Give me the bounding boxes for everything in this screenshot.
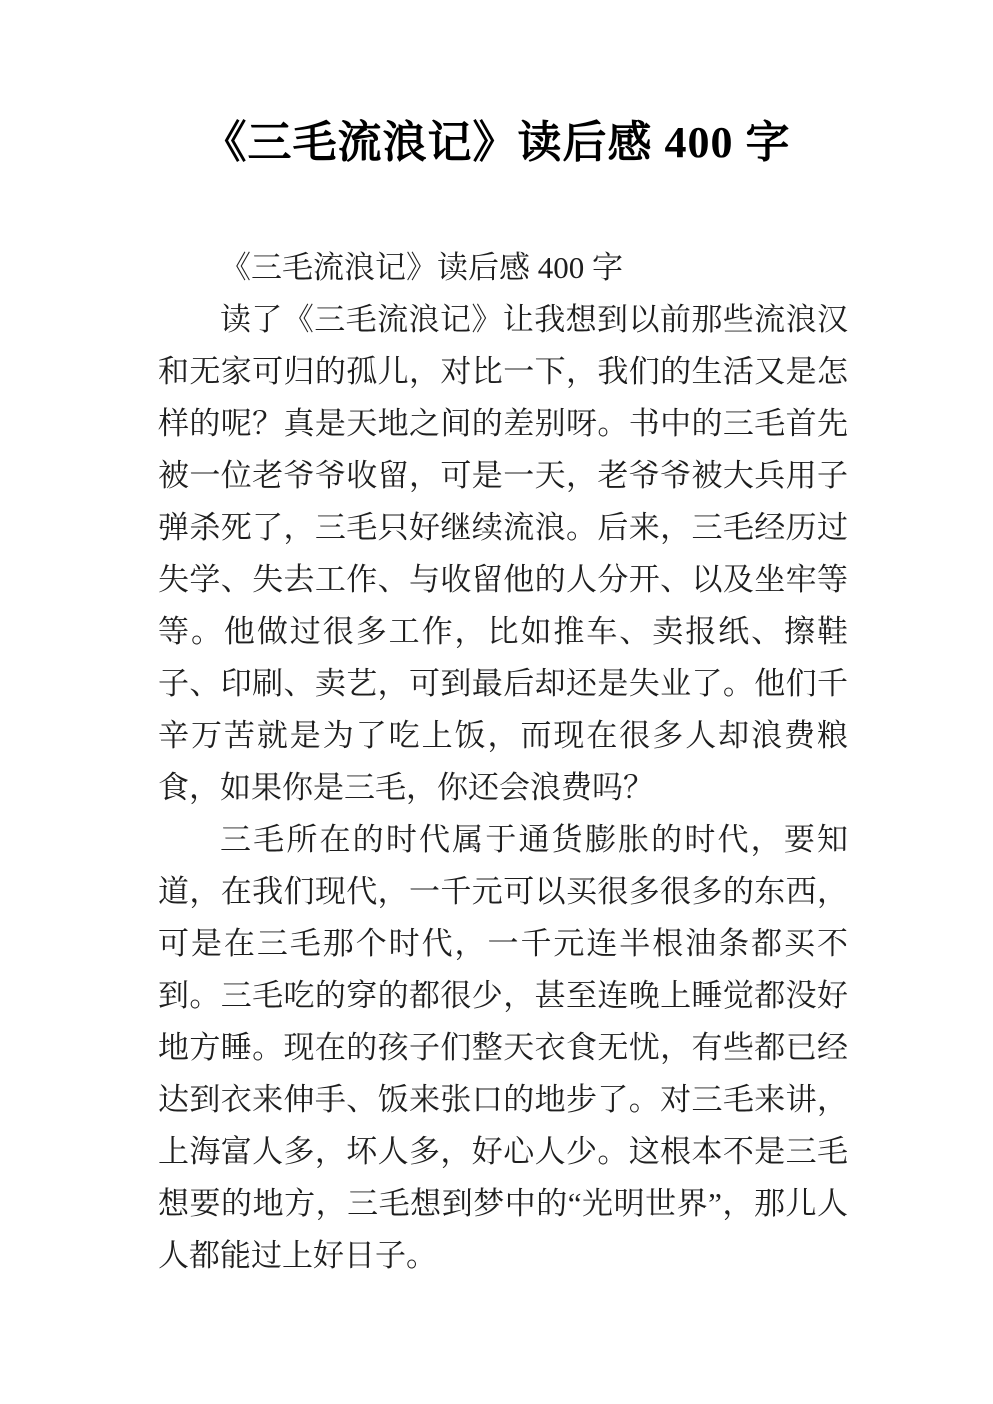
document-body [158,242,848,1282]
paragraph-1: 读了《三毛流浪记》让我想到以前那些流浪汉和无家可归的孤儿，对比一下，我们的生活又是怎样的呢？真是天地之间的差别呀。书中的三毛首先被一位老爷爷收留，可是一天，老爷爷被大兵用子弹杀死了，三毛只好继续流浪。后来，三毛经历过失学、失去工作、与收留他的人分开、以及坐牢等等。他做过很多工作，比如推车、卖报纸、擦鞋子、印刷、卖艺，可到最后却还是失业了。他们千辛万苦就是为了吃上饭，而现在很多人却浪费粮食，如果你是三毛，你还会浪费吗？ [158,302,848,805]
paragraph-2: 三毛所在的时代属于通货膨胀的时代，要知道，在我们现代，一千元可以买很多很多的东西，可是在三毛那个时代，一千元连半根油条都买不到。三毛吃的穿的都很少，甚至连晚上睡觉都没好地方睡。现在的孩子们整天衣食无忧，有些都已经达到衣来伸手、饭来张口的地步了。对三毛来讲，上海富人多，坏人多，好心人少。这根本不是三毛想要的地方，三毛想到梦中的“光明世界”，那儿人人都能过上好日子。 [158,822,848,1273]
heading-line: 《三毛流浪记》读后感 400 字 [220,250,623,285]
document-title: 《三毛流浪记》读后感 400 字 [202,118,791,167]
